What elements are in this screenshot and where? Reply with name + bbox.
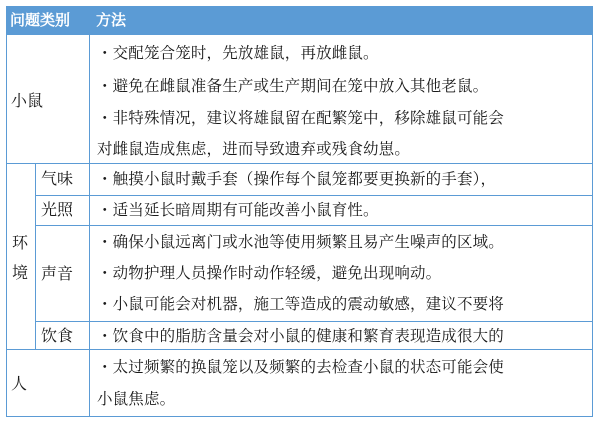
method-line: ・太过频繁的换鼠笼以及频繁的去检查小鼠的状态可能会使 [97, 358, 504, 376]
category-environment-char: 环 [12, 233, 29, 252]
row-divider [35, 195, 593, 196]
method-line: ・小鼠可能会对机器，施工等造成的震动敏感，建议不要将 [97, 295, 504, 313]
column-divider [89, 6, 90, 417]
row-divider [35, 225, 593, 226]
row-divider [6, 349, 593, 350]
category-human: 人 [11, 374, 28, 393]
method-line: ・避免在雌鼠准备生产或生产期间在笼中放入其他老鼠。 [97, 77, 489, 95]
row-divider [6, 163, 593, 164]
subcategory-light: 光照 [41, 200, 74, 219]
method-line: 对雌鼠造成焦虑，进而导致遗弃或残食幼崽。 [97, 140, 411, 158]
header-category-label: 问题类别 [10, 11, 71, 29]
header-method-label: 方法 [96, 11, 127, 29]
subcategory-diet: 饮食 [41, 326, 74, 345]
category-environment-char: 境 [12, 263, 29, 282]
method-line: ・交配笼合笼时，先放雄鼠，再放雌鼠。 [97, 44, 379, 62]
subcategory-odor: 气味 [41, 169, 74, 188]
row-divider [35, 321, 593, 322]
table-border [6, 416, 593, 417]
method-line: 小鼠焦虑。 [97, 390, 176, 408]
table-border [6, 6, 7, 417]
method-line: ・动物护理人员操作时动作轻缓，避免出现响动。 [97, 264, 442, 282]
method-line: ・适当延长暗周期有可能改善小鼠育性。 [97, 201, 379, 219]
method-line: ・触摸小鼠时戴手套（操作每个鼠笼都要更换新的手套）， [97, 170, 497, 188]
table-border [592, 6, 593, 417]
method-line: ・非特殊情况，建议将雄鼠留在配繁笼中，移除雄鼠可能会 [97, 109, 504, 127]
subcategory-sound: 声音 [41, 264, 74, 283]
header-cell-method [90, 6, 592, 35]
category-mouse: 小鼠 [11, 91, 44, 110]
method-line: ・饮食中的脂肪含量会对小鼠的健康和繁育表现造成很大的 [97, 327, 504, 345]
method-line: ・确保小鼠远离门或水池等使用频繁且易产生噪声的区域。 [97, 233, 504, 251]
